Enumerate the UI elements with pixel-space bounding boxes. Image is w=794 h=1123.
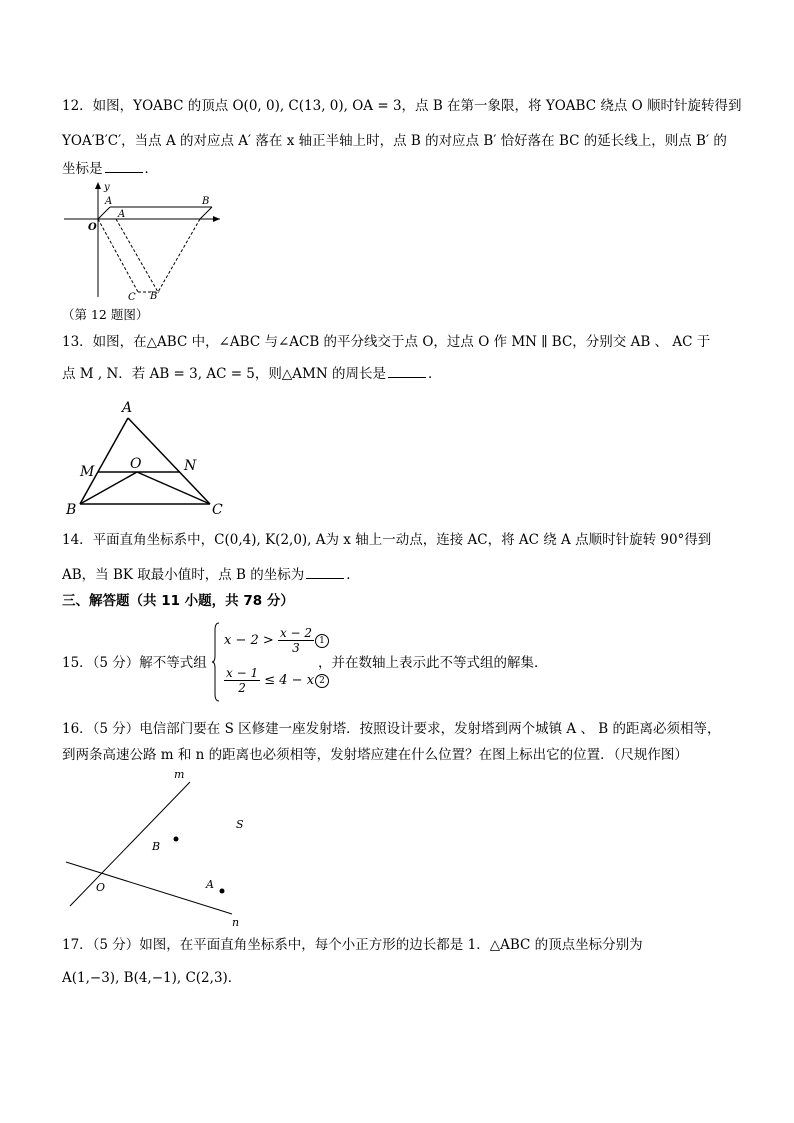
section-heading: 三、解答题（共 11 小题，共 78 分）	[62, 593, 294, 609]
segment-CO	[137, 472, 210, 504]
inequality-system	[212, 622, 325, 702]
ineq2-num: x − 1	[226, 666, 259, 680]
segment-BC	[200, 207, 212, 219]
answer-blank	[105, 159, 143, 173]
q16-line2: 到两条高速公路 m 和 n 的距离也必须相等，发射塔应建在什么位置？在图上标出它的位置．（尺规作图）	[62, 747, 688, 763]
label-A: A	[122, 400, 133, 416]
ineq1-fraction	[278, 626, 314, 655]
label-A-top: A	[105, 196, 113, 207]
q13-line2-end: ．	[427, 366, 442, 382]
brace-icon	[212, 622, 220, 702]
ineq1-num: x − 2	[279, 626, 313, 640]
q14-line2-text: AB，当 BK 取最小值时，点 B 的坐标为	[62, 567, 305, 583]
segment-A-prime-B-prime	[116, 219, 158, 292]
q13-line2	[62, 364, 441, 384]
label-B-prime: B′	[150, 291, 160, 302]
x-axis-arrow	[213, 216, 220, 222]
ineq2-right: ≤ 4 − x	[264, 673, 315, 688]
label-S: S	[236, 818, 244, 831]
segment-CB-prime	[158, 219, 200, 292]
circled-1: 1	[315, 634, 329, 648]
q15-suffix: ，并在数轴上表示此不等式组的解集．	[318, 655, 548, 671]
label-C-prime: C	[128, 292, 136, 302]
line-m	[70, 782, 190, 906]
q12-line3	[62, 159, 158, 179]
q14-line2-end: ．	[346, 567, 360, 583]
q14-line1: 14．平面直角坐标系中，C(0,4), K(2,0), A为 x 轴上一动点，连接 AC，将 AC 绕 A 点顺时针旋转 90°得到	[62, 532, 712, 548]
q14-line2	[62, 565, 360, 585]
q16-figure	[62, 768, 262, 928]
q12-caption: （第 12 题图）	[62, 307, 149, 322]
point-A	[220, 889, 225, 894]
q13-figure	[62, 398, 232, 516]
label-y: y	[104, 182, 110, 193]
q13-line1: 13．如图，在△ABC 中，∠ABC 与∠ACB 的平分线交于点 O，过点 O 作 MN ∥ BC，分别交 AB 、 AC 于	[62, 334, 711, 350]
q12-figure	[62, 182, 222, 302]
label-A: A	[206, 878, 214, 891]
label-A-prime: A	[118, 209, 126, 220]
q12-line3-text: 坐标是	[62, 161, 103, 177]
ineq2-den: 2	[238, 681, 246, 695]
label-O: O	[130, 456, 142, 472]
inequality-1	[224, 626, 329, 655]
answer-blank	[306, 565, 344, 579]
label-O: O	[88, 222, 97, 233]
q13-line2-text: 点 M , N．若 AB = 3, AC = 5，则△AMN 的周长是	[62, 366, 386, 382]
ineq1-den: 3	[292, 641, 300, 655]
label-B: B	[202, 196, 210, 207]
label-B: B	[66, 502, 77, 516]
segment-OA	[98, 207, 110, 219]
q12-line2: YOA′B′C′，当点 A 的对应点 A′ 落在 x 轴正半轴上时，点 B 的对应点 B′ 恰好落在 BC 的延长线上，则点 B′ 的	[62, 133, 727, 149]
label-B: B	[152, 840, 161, 853]
label-M: M	[80, 464, 95, 480]
label-n: n	[232, 916, 240, 928]
ineq2-fraction	[224, 666, 260, 695]
point-B	[174, 837, 179, 842]
answer-blank	[388, 364, 426, 378]
q16-line1: 16．（5 分）电信部门要在 S 区修建一座发射塔．按照设计要求，发射塔到两个城镇 A 、 B 的距离必须相等，	[62, 721, 721, 737]
q17-line1: 17．（5 分）如图，在平面直角坐标系中，每个小正方形的边长都是 1．△ABC 的顶点坐标分别为	[62, 937, 643, 953]
label-m: m	[174, 768, 185, 781]
label-O: O	[96, 881, 106, 894]
y-axis-arrow	[95, 182, 101, 189]
circled-2: 2	[315, 674, 329, 688]
label-N: N	[184, 458, 197, 474]
q12-line3-end: ．	[144, 161, 158, 177]
segment-OC-prime	[98, 219, 138, 292]
q15-prefix: 15．（5 分）解不等式组	[62, 655, 207, 671]
q17-line2: A(1,−3), B(4,−1), C(2,3)．	[62, 970, 242, 986]
inequality-2	[224, 666, 329, 695]
q12-line1: 12．如图，YOABC 的顶点 O(0, 0), C(13, 0), OA = 3，点 B 在第一象限，将 YOABC 绕点 O 顺时针旋转得到	[62, 98, 742, 114]
label-C: C	[212, 502, 223, 516]
ineq1-left: x − 2 >	[224, 633, 274, 648]
